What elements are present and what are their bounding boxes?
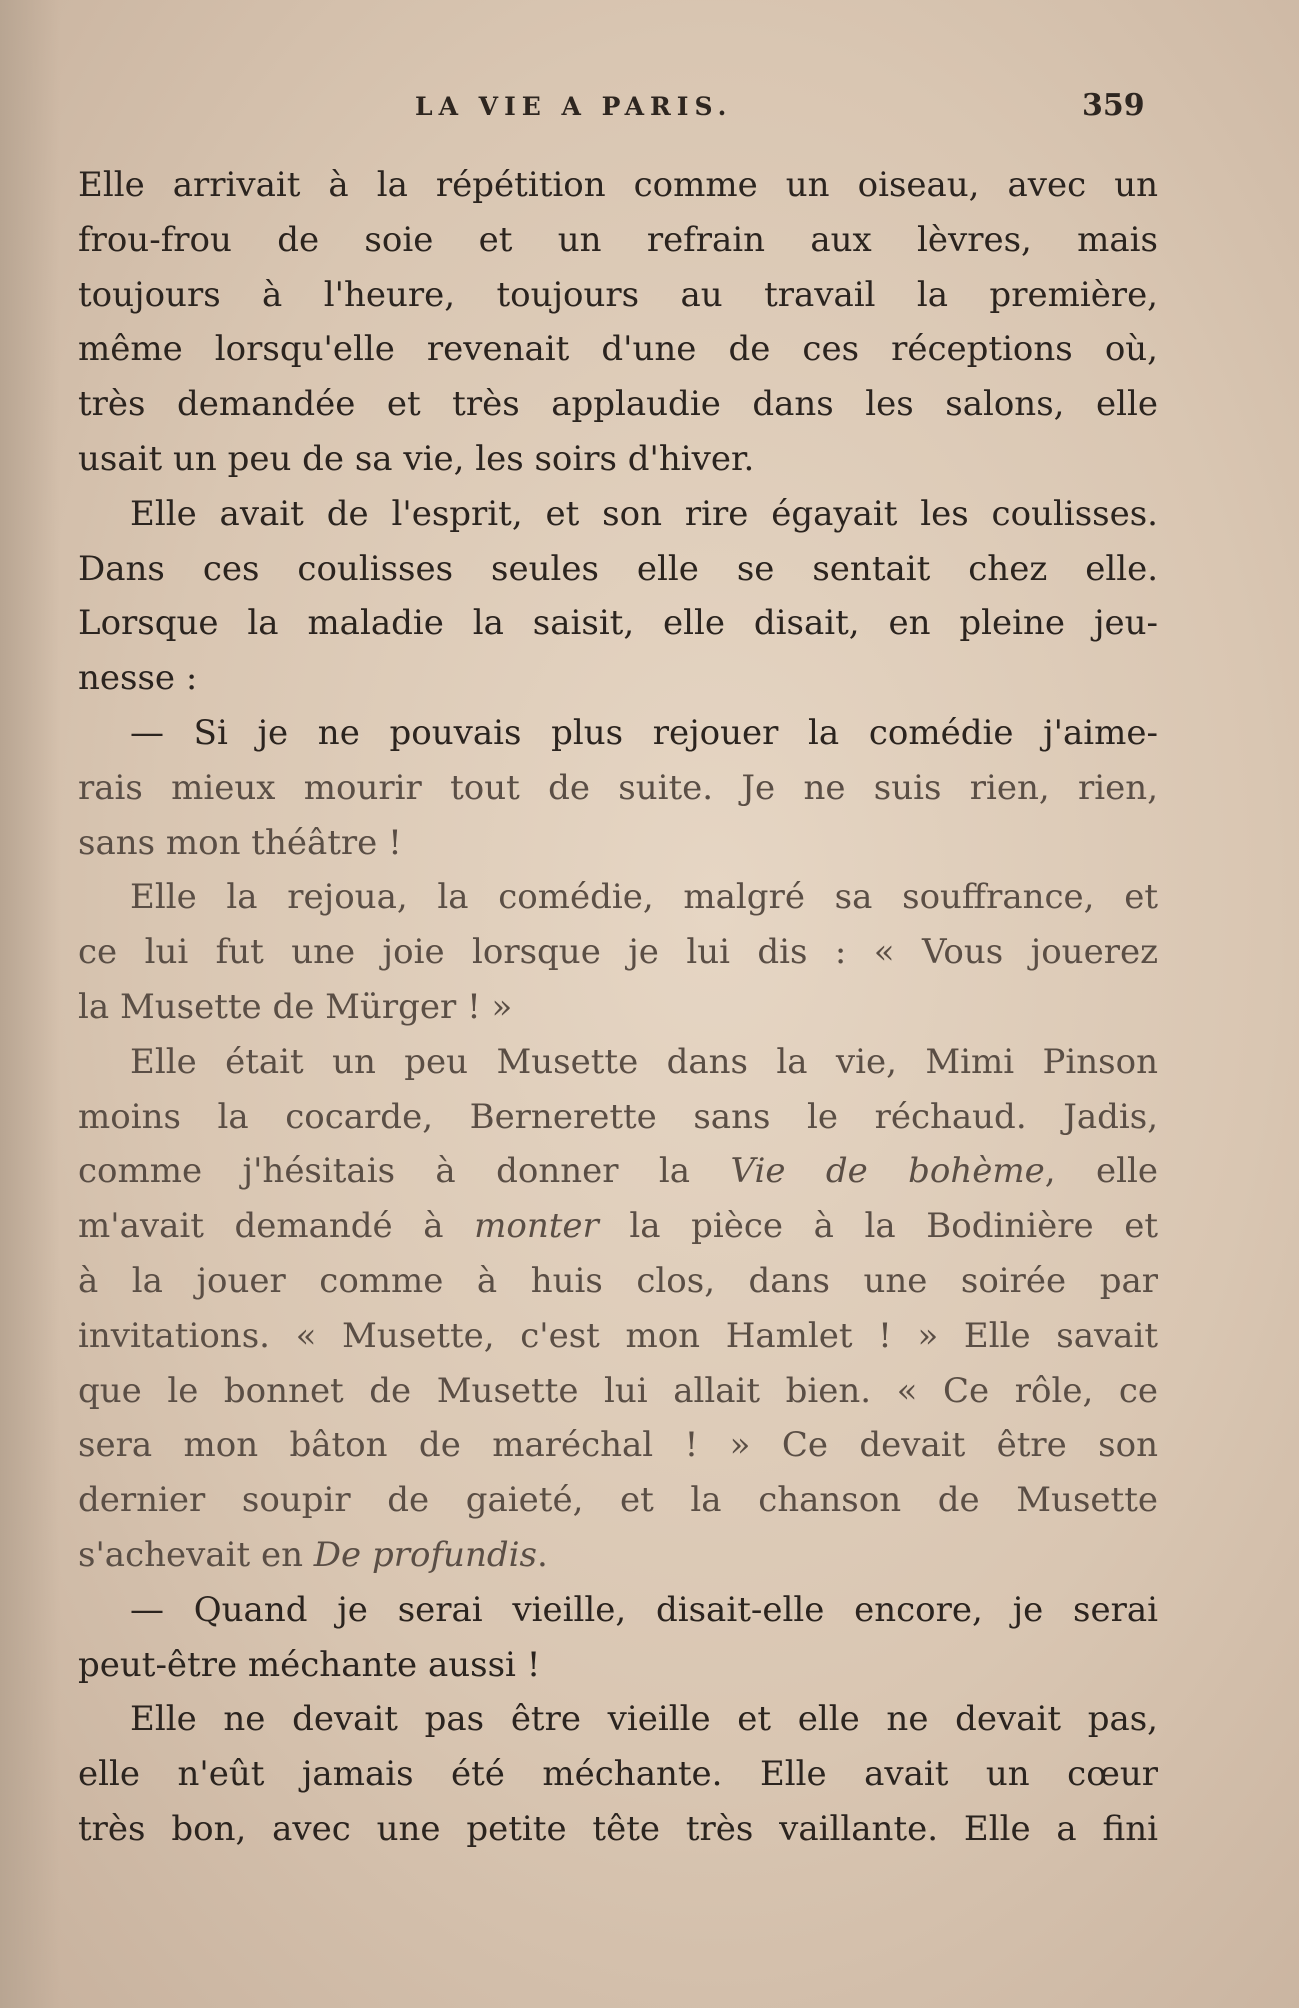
text-line: [78, 1528, 1158, 1583]
page-number: 359: [1082, 88, 1145, 123]
text-line: — Quand je serai vieille, disait-elle encore, je serai: [130, 1589, 1158, 1630]
text-line: très demandée et très applaudie dans les salons, elle: [78, 384, 1158, 425]
running-head: [0, 88, 1299, 132]
text-line: Elle la rejoua, la comédie, malgré sa souffrance, et: [130, 877, 1158, 918]
text-line: Lorsque la maladie la saisit, elle disait, en pleine jeu-: [78, 603, 1158, 644]
text-segment: comme j'hésitais à donner la: [78, 1151, 731, 1192]
text-line: frou-frou de soie et un refrain aux lèvres, mais: [78, 219, 1158, 260]
text-line: sera mon bâton de maréchal ! » Ce devait être son: [78, 1425, 1158, 1466]
text-segment: , elle: [1044, 1151, 1158, 1192]
text-segment: s'achevait en: [78, 1534, 314, 1575]
text-segment: m'avait demandé à: [78, 1206, 475, 1247]
text-line: — Si je ne pouvais plus rejouer la comédie j'aime-: [130, 712, 1158, 753]
text-segment: la pièce à la Bodinière et: [598, 1206, 1158, 1247]
body-text: [78, 158, 1158, 1857]
italic-phrase: De profundis: [313, 1534, 537, 1575]
text-line: [78, 1144, 1158, 1199]
text-line: usait un peu de sa vie, les soirs d'hiver.: [78, 438, 755, 479]
text-line: rais mieux mourir tout de suite. Je ne suis rien, rien,: [78, 767, 1158, 808]
text-line: toujours à l'heure, toujours au travail la première,: [78, 274, 1158, 315]
text-line: dernier soupir de gaieté, et la chanson de Musette: [78, 1480, 1158, 1521]
text-line: nesse :: [78, 658, 198, 699]
text-segment: .: [536, 1534, 548, 1575]
text-line: que le bonnet de Musette lui allait bien. « Ce rôle, ce: [78, 1370, 1158, 1411]
text-line: à la jouer comme à huis clos, dans une soirée par: [78, 1260, 1158, 1301]
text-line: même lorsqu'elle revenait d'une de ces réceptions où,: [78, 329, 1158, 370]
italic-word: monter: [474, 1206, 599, 1247]
text-line: invitations. « Musette, c'est mon Hamlet ! » Elle savait: [78, 1315, 1158, 1356]
text-line: [78, 1199, 1158, 1254]
text-line: ce lui fut une joie lorsque je lui dis : « Vous jouerez: [78, 932, 1158, 973]
text-line: la Musette de Mürger ! »: [78, 986, 513, 1027]
running-title: LA VIE A PARIS.: [415, 92, 733, 121]
text-line: Elle ne devait pas être vieille et elle ne devait pas,: [130, 1699, 1158, 1740]
text-line: très bon, avec une petite tête très vaillante. Elle a fini: [78, 1808, 1158, 1849]
text-line: Elle arrivait à la répétition comme un oiseau, avec un: [78, 165, 1158, 205]
text-line: sans mon théâtre !: [78, 822, 402, 863]
text-line: elle n'eût jamais été méchante. Elle avait un cœur: [78, 1754, 1158, 1795]
italic-title: Vie de bohème: [730, 1151, 1045, 1192]
text-line: Dans ces coulisses seules elle se sentait chez elle.: [78, 548, 1158, 589]
text-line: moins la cocarde, Bernerette sans le réchaud. Jadis,: [78, 1096, 1158, 1137]
text-line: Elle avait de l'esprit, et son rire égayait les coulisses.: [130, 493, 1158, 534]
text-line: peut-être méchante aussi !: [78, 1644, 541, 1685]
binding-shadow: [0, 0, 60, 2008]
text-line: Elle était un peu Musette dans la vie, Mimi Pinson: [130, 1041, 1158, 1082]
